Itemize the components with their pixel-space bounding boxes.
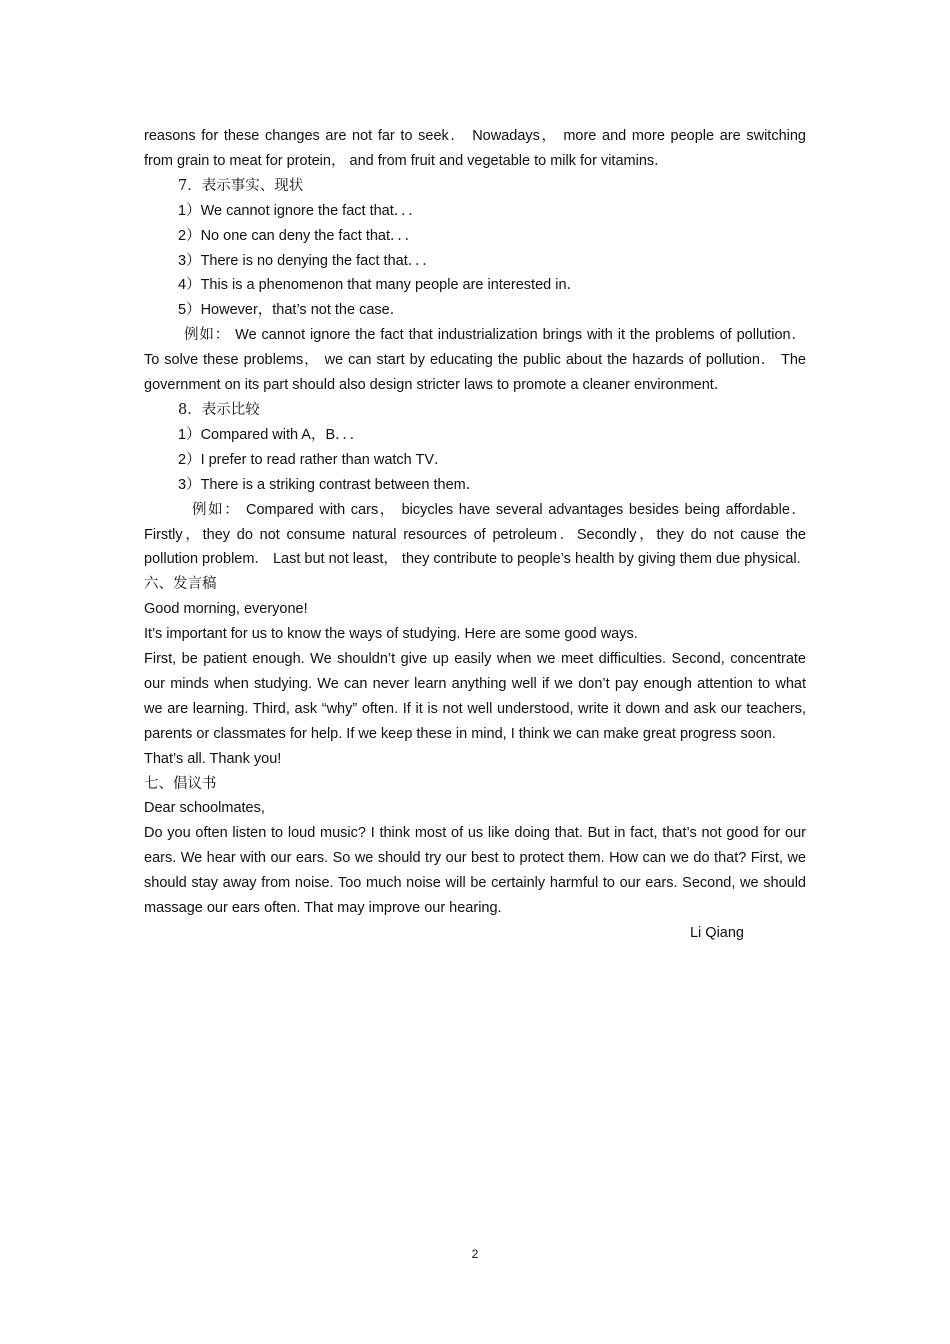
example-text: We cannot ignore the fact that industrialization brings with it the problems of pollution． To solve these problems， we can start by educating the public about the hazards of pollution． The government on its part should also design stricter laws to promote a cleaner environment． [144,327,807,394]
fact-phrase-5: 5）However，that’s not the case． [178,302,405,319]
compare-phrase-2: 2）I prefer to read rather than watch TV． [178,451,449,468]
example-paragraph-7 [144,323,806,398]
speech-intro: It’s important for us to know the ways of studying. Here are some good ways. [144,626,638,643]
page-content [144,124,806,946]
paragraph-continuation: reasons for these changes are not far to seek． Nowadays， more and more people are switching from grain to meat for protein， and from fruit and vegetable to milk for vitamins． [144,128,806,169]
section-heading-7: 7．表示事实、现状 [178,177,304,194]
section-heading-proposal: 七、倡议书 [144,775,217,792]
section-heading-8: 8．表示比较 [178,401,260,418]
example-label: 例如： [184,327,231,344]
speech-body: First, be patient enough. We shouldn’t give up easily when we meet difficulties. Second, concentrate our minds when studying. We can never learn anything well if we don’t pay enough attention to what we are learning. Third, ask “why” often. If it is not well understood, write it down and ask our teachers, parents or classmates for help. If we keep these in mind, I think we can make great progress soon. [144,651,806,742]
fact-phrase-3: 3）There is no denying the fact that．．． [178,252,437,269]
speech-closing: That’s all. Thank you! [144,750,282,767]
compare-phrase-3: 3）There is a striking contrast between them． [178,476,481,493]
example-paragraph-8 [144,498,806,573]
fact-phrase-1: 1）We cannot ignore the fact that．．． [178,202,423,219]
example-label: 例如： [192,501,241,518]
proposal-body: Do you often listen to loud music? I think most of us like doing that. But in fact, that’s not good for our ears. We hear with our ears. So we should try our best to protect them. How can we do that? First, we should stay away from noise. Too much noise will be certainly harmful to our ears. Second, we should massage our ears often. That may improve our hearing. [144,825,806,917]
section-heading-speech: 六、发言稿 [144,576,217,593]
signature: Li Qiang [689,925,744,941]
proposal-salutation: Dear schoolmates, [144,800,265,817]
fact-phrase-4: 4）This is a phenomenon that many people are interested in． [178,277,582,294]
compare-phrase-1: 1）Compared with A，B．．． [178,426,365,443]
page-number: 2 [471,1247,479,1261]
fact-phrase-2: 2）No one can deny the fact that．．． [178,227,419,244]
example-text: Compared with cars， bicycles have several advantages besides being affordable．Firstly，they do not consume natural resources of petroleum．Secondly，they do not cause the pollution problem． Last but not least， they contribute to people’s health by giving them due physical. [144,501,807,568]
speech-greeting: Good morning, everyone! [144,601,308,618]
